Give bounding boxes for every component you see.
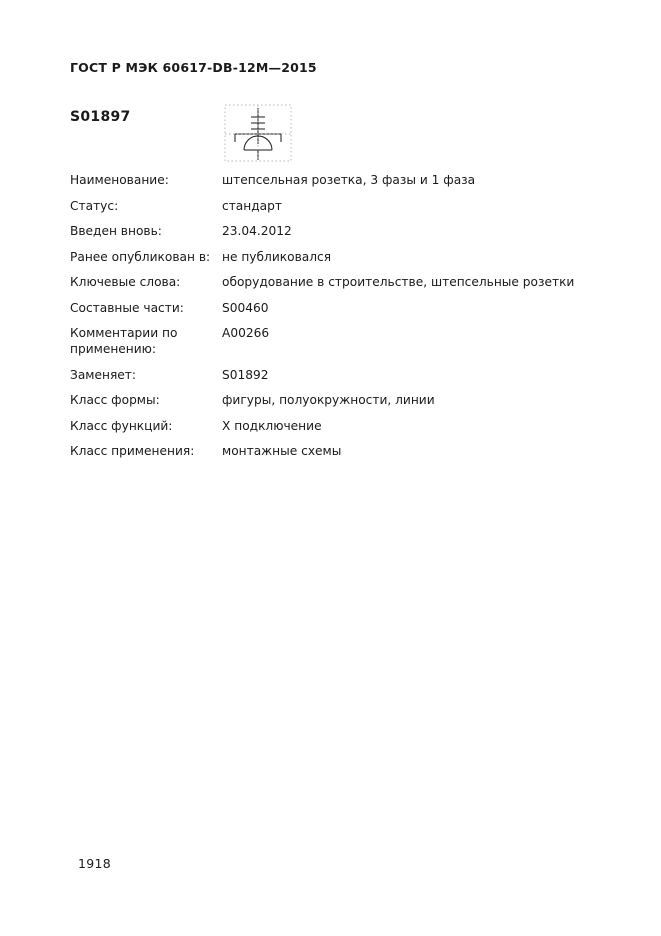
table-row bbox=[70, 367, 600, 383]
table-row bbox=[70, 198, 600, 214]
table-row bbox=[70, 274, 600, 290]
field-label: Ключевые слова: bbox=[70, 275, 181, 289]
field-value: монтажные схемы bbox=[222, 444, 342, 458]
field-value: S00460 bbox=[222, 300, 269, 315]
field-label-second-line: применению: bbox=[70, 342, 157, 356]
table-row bbox=[70, 300, 600, 316]
field-value: S01892 bbox=[222, 367, 269, 382]
socket-outlet-3-phase-1-phase-symbol bbox=[213, 100, 303, 168]
field-label: Наименование: bbox=[70, 173, 169, 187]
field-value: A00266 bbox=[222, 326, 270, 340]
field-value: фигуры, полуокружности, линии bbox=[222, 393, 435, 407]
field-value: штепсельная розетка, 3 фазы и 1 фаза bbox=[222, 173, 476, 187]
field-label: Класс функций: bbox=[70, 418, 173, 433]
table-row bbox=[70, 443, 600, 459]
table-row bbox=[70, 418, 600, 434]
field-label: Класс применения: bbox=[70, 444, 195, 458]
field-label: Ранее опубликован в: bbox=[70, 249, 211, 264]
field-label: Статус: bbox=[70, 198, 119, 213]
symbol-code: S01897 bbox=[70, 109, 131, 125]
page-number: 1918 bbox=[78, 856, 112, 871]
standard-designation: ГОСТ Р МЭК 60617-DB-12M—2015 bbox=[70, 60, 317, 75]
table-row bbox=[70, 223, 600, 239]
table-row-continuation bbox=[70, 341, 600, 357]
field-value: стандарт bbox=[222, 198, 282, 213]
field-value: не публиковался bbox=[222, 249, 332, 264]
field-value: X подключение bbox=[222, 418, 322, 433]
field-label: Составные части: bbox=[70, 300, 184, 315]
field-label: Введен вновь: bbox=[70, 224, 162, 238]
field-label: Заменяет: bbox=[70, 367, 136, 382]
field-value: оборудование в строительстве, штепсельные розетки bbox=[222, 275, 575, 289]
table-row bbox=[70, 172, 600, 188]
table-row bbox=[70, 392, 600, 408]
symbol-attributes-table bbox=[70, 172, 600, 469]
field-label: Класс формы: bbox=[70, 393, 160, 407]
field-label: Комментарии по bbox=[70, 326, 178, 340]
field-value: 23.04.2012 bbox=[222, 224, 292, 238]
table-row bbox=[70, 325, 600, 341]
table-row bbox=[70, 249, 600, 265]
